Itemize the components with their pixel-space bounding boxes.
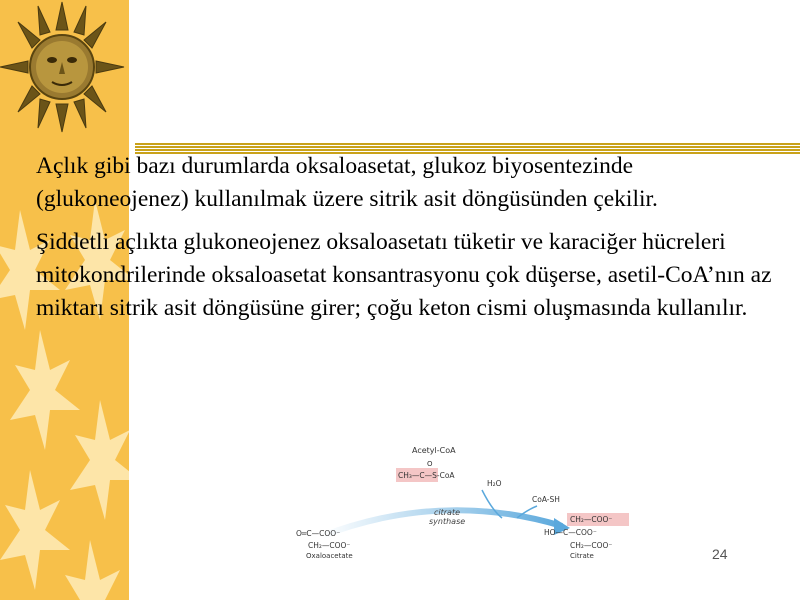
coash-label: CoA-SH [532, 495, 560, 504]
enzyme-label-line1: citrate [434, 508, 461, 517]
oxaloacetate-label: Oxaloacetate [306, 552, 353, 560]
paragraph-1: Açlık gibi bazı durumlarda oksaloasetat, glukoz biyosentezinde (glukoneojenez) kullanılmak üzere sitrik asit döngüsünden çekilir. [36, 153, 658, 212]
acetyl-coa-oxygen: O [427, 460, 433, 468]
citrate-label: Citrate [570, 552, 594, 560]
oxaloacetate-top: O═C—COO⁻ [296, 529, 341, 538]
enzyme-label-line2: synthase [429, 517, 466, 526]
citrate-synthase-reaction-diagram [262, 440, 662, 580]
page-number: 24 [712, 546, 728, 562]
water-label: H₂O [487, 479, 502, 488]
citrate-mid: HO—C—COO⁻ [544, 528, 597, 537]
paragraph-2: Şiddetli açlıkta glukoneojenez oksaloasetatı tüketir ve karaciğer hücreleri mitokondrilerinde oksaloasetat konsantrasyonu çok düşerse, asetil-CoA’nın az miktarı sitrik asit döngüsüne girer; çoğu keton cismi oluşmasında kullanılır. [36, 229, 772, 321]
slide-body [36, 150, 776, 335]
sun-face-icon [0, 0, 129, 140]
citrate-bottom: CH₂—COO⁻ [570, 541, 613, 550]
acetyl-coa-label: Acetyl-CoA [412, 446, 456, 455]
oxaloacetate-bottom: CH₂—COO⁻ [308, 541, 351, 550]
acetyl-coa-formula: CH₃—C—S-CoA [398, 471, 455, 480]
citrate-top: CH₂—COO⁻ [570, 515, 613, 524]
